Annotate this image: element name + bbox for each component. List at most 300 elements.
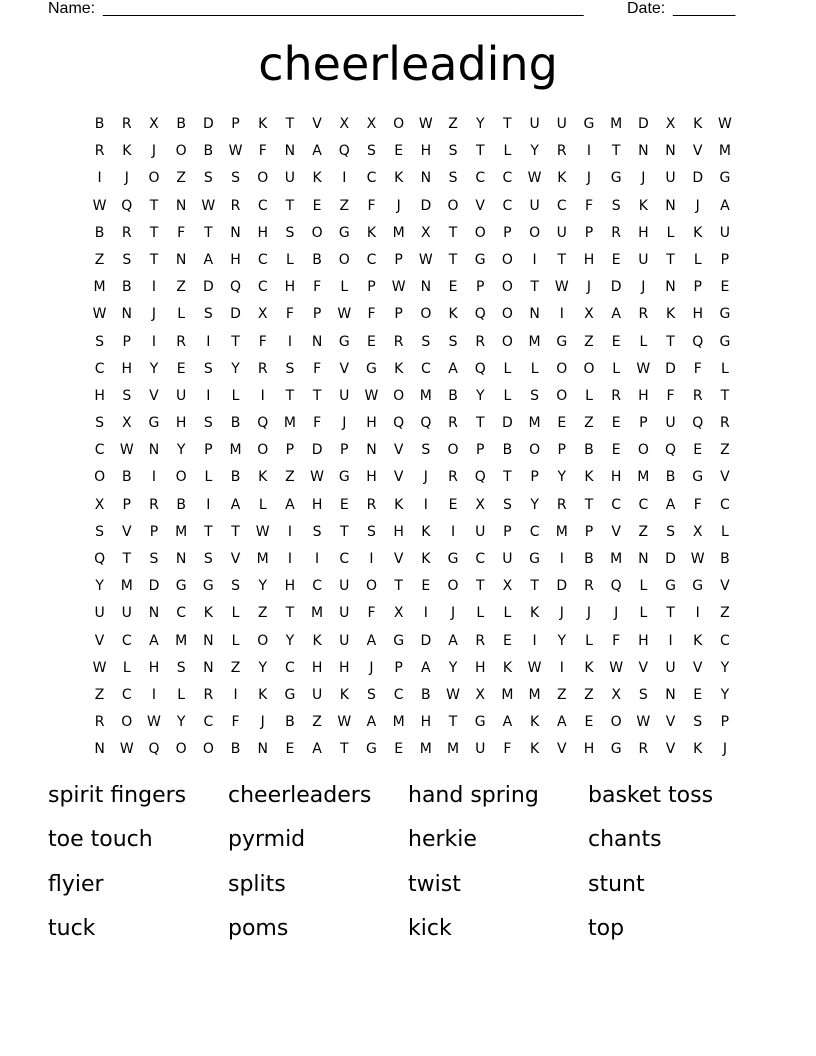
grid-letter: I xyxy=(559,551,564,567)
grid-letter: C xyxy=(393,686,404,703)
grid-letter: I xyxy=(342,170,347,187)
grid-letter: M xyxy=(93,279,106,296)
grid-letter: L xyxy=(231,605,240,622)
grid-letter: W xyxy=(636,714,651,731)
grid-letter: G xyxy=(284,686,296,703)
grid-letter: Y xyxy=(176,442,186,459)
grid-letter: I xyxy=(532,632,537,649)
grid-letter: L xyxy=(286,251,294,268)
grid-row xyxy=(86,386,739,413)
grid-letter: J xyxy=(559,605,564,622)
grid-letter: W xyxy=(609,659,624,676)
grid-letter: P xyxy=(285,442,295,459)
grid-letter: O xyxy=(501,333,513,350)
grid-letter: K xyxy=(448,306,458,323)
grid-letter: B xyxy=(665,469,676,486)
grid-letter: K xyxy=(502,659,512,676)
grid-letter: Y xyxy=(720,659,730,676)
grid-letter: W xyxy=(255,523,270,540)
grid-letter: V xyxy=(393,442,404,459)
grid-letter: D xyxy=(610,279,622,296)
grid-letter: R xyxy=(556,496,567,513)
grid-letter: H xyxy=(175,415,187,432)
grid-letter: R xyxy=(448,469,458,486)
grid-row xyxy=(86,739,739,766)
grid-row xyxy=(86,223,739,250)
grid-letter: O xyxy=(338,251,350,268)
grid-letter: G xyxy=(148,415,160,432)
grid-letter: R xyxy=(611,387,622,404)
grid-letter: M xyxy=(555,523,568,540)
grid-letter: B xyxy=(285,714,295,731)
grid-letter: T xyxy=(285,197,295,214)
grid-letter: M xyxy=(446,741,460,758)
grid-letter: A xyxy=(312,143,322,160)
grid-letter: C xyxy=(475,170,486,187)
grid-letter: S xyxy=(421,333,431,350)
grid-letter: J xyxy=(369,659,374,676)
grid-letter: N xyxy=(175,551,187,567)
grid-letter: X xyxy=(94,496,105,513)
grid-letter: L xyxy=(585,632,593,649)
grid-letter: K xyxy=(366,224,377,241)
grid-letter: J xyxy=(586,279,592,296)
grid-letter: T xyxy=(475,415,485,432)
grid-letter: V xyxy=(230,551,241,567)
grid-letter: R xyxy=(720,415,730,432)
grid-letter: C xyxy=(121,686,132,703)
grid-letter: U xyxy=(94,605,105,622)
grid-letter: J xyxy=(614,605,619,622)
grid-letter: N xyxy=(94,741,105,758)
grid-letter: F xyxy=(313,360,322,377)
grid-letter: S xyxy=(367,143,376,160)
grid-letter: W xyxy=(201,197,216,214)
grid-letter: P xyxy=(530,469,539,486)
grid-letter: Q xyxy=(148,741,160,758)
grid-letter: F xyxy=(313,415,322,432)
grid-letter: R xyxy=(611,224,622,241)
grid-letter: N xyxy=(366,442,377,459)
grid-letter: I xyxy=(532,251,537,268)
grid-letter: L xyxy=(693,251,702,268)
grid-letter: D xyxy=(420,197,432,214)
grid-letter: G xyxy=(556,333,568,350)
grid-letter: M xyxy=(501,686,514,703)
grid-row xyxy=(86,631,739,658)
grid-letter: O xyxy=(501,279,513,296)
grid-letter: U xyxy=(529,197,540,214)
grid-letter: V xyxy=(638,659,649,676)
grid-letter: L xyxy=(503,387,512,404)
grid-row xyxy=(86,658,739,685)
grid-letter: V xyxy=(720,469,730,486)
grid-letter: S xyxy=(203,551,213,567)
grid-letter: X xyxy=(393,605,404,622)
grid-letter: H xyxy=(583,251,595,268)
grid-letter: N xyxy=(203,632,214,649)
grid-letter: I xyxy=(423,496,428,513)
grid-letter: S xyxy=(95,333,105,350)
grid-letter: X xyxy=(149,116,159,132)
grid-row xyxy=(86,467,739,494)
grid-letter: Z xyxy=(448,116,458,132)
grid-letter: V xyxy=(393,469,404,486)
grid-letter: H xyxy=(339,659,350,676)
grid-letter: I xyxy=(287,333,292,350)
grid-letter: Z xyxy=(339,197,350,214)
grid-letter: X xyxy=(502,578,513,595)
grid-letter: C xyxy=(203,714,214,731)
name-label: Name: xyxy=(48,0,96,17)
grid-letter: T xyxy=(503,469,512,486)
letter-grid xyxy=(86,114,739,767)
grid-letter: C xyxy=(720,632,730,649)
grid-letter: I xyxy=(369,551,374,567)
grid-row xyxy=(86,495,739,522)
grid-letter: C xyxy=(502,197,513,214)
grid-letter: E xyxy=(339,496,349,513)
grid-letter: V xyxy=(393,551,404,567)
grid-letter: I xyxy=(586,143,592,160)
grid-letter: I xyxy=(233,686,238,703)
grid-letter: W xyxy=(418,116,433,132)
grid-letter: D xyxy=(637,116,649,132)
grid-letter: D xyxy=(202,279,214,296)
grid-letter: W xyxy=(554,279,569,296)
grid-letter: O xyxy=(501,306,513,323)
grid-letter: U xyxy=(502,551,513,567)
grid-letter: G xyxy=(447,551,459,567)
word-list-item: spirit fingers xyxy=(48,783,187,808)
grid-letter: J xyxy=(450,605,456,622)
grid-letter: E xyxy=(448,279,458,296)
grid-letter: B xyxy=(94,224,105,241)
grid-letter: H xyxy=(583,741,595,758)
grid-letter: Q xyxy=(692,415,704,432)
grid-letter: I xyxy=(287,523,292,540)
grid-letter: R xyxy=(584,578,594,595)
grid-letter: T xyxy=(666,251,675,268)
grid-letter: M xyxy=(175,632,188,649)
grid-letter: E xyxy=(394,143,404,160)
grid-letter: A xyxy=(366,714,377,731)
grid-letter: R xyxy=(230,197,241,214)
name-blank-line: ______________________________________________________ xyxy=(103,0,584,17)
grid-letter: G xyxy=(366,360,377,377)
grid-letter: B xyxy=(584,442,594,459)
grid-letter: C xyxy=(420,360,431,377)
grid-letter: L xyxy=(177,306,186,323)
grid-letter: X xyxy=(665,116,676,132)
grid-letter: V xyxy=(692,143,703,160)
grid-letter: C xyxy=(312,578,322,595)
grid-letter: H xyxy=(366,469,377,486)
grid-letter: I xyxy=(151,333,157,350)
grid-letter: U xyxy=(665,415,676,432)
grid-letter: J xyxy=(641,279,646,296)
grid-letter: L xyxy=(503,605,512,622)
grid-letter: R xyxy=(121,116,132,132)
grid-letter: W xyxy=(92,659,107,676)
grid-letter: W xyxy=(636,360,651,377)
grid-letter: Z xyxy=(176,279,186,296)
grid-letter: Z xyxy=(584,686,594,703)
grid-letter: H xyxy=(311,659,323,676)
grid-row xyxy=(86,304,739,331)
grid-letter: B xyxy=(176,116,186,132)
grid-letter: X xyxy=(584,306,594,323)
grid-letter: R xyxy=(448,415,458,432)
grid-row xyxy=(86,332,739,359)
grid-letter: K xyxy=(394,170,404,187)
grid-letter: Z xyxy=(638,523,649,540)
grid-letter: D xyxy=(148,578,160,595)
grid-letter: H xyxy=(420,143,432,160)
grid-letter: Z xyxy=(94,686,105,703)
grid-letter: Q xyxy=(665,442,677,459)
grid-letter: Q xyxy=(474,306,486,323)
grid-letter: T xyxy=(475,578,485,595)
grid-letter: M xyxy=(610,551,623,567)
grid-letter: L xyxy=(612,360,621,377)
grid-letter: U xyxy=(121,605,132,622)
grid-letter: S xyxy=(638,686,648,703)
grid-letter: D xyxy=(502,415,513,432)
grid-letter: P xyxy=(394,659,403,676)
grid-letter: O xyxy=(447,442,459,459)
grid-letter: J xyxy=(586,605,592,622)
grid-letter: Y xyxy=(530,496,539,513)
grid-letter: T xyxy=(448,714,458,731)
grid-letter: X xyxy=(692,523,703,540)
grid-letter: B xyxy=(121,469,132,486)
grid-letter: V xyxy=(692,659,703,676)
grid-letter: N xyxy=(257,741,268,758)
grid-letter: F xyxy=(693,360,702,377)
grid-letter: P xyxy=(475,279,485,296)
grid-letter: T xyxy=(285,387,295,404)
grid-letter: O xyxy=(257,170,269,187)
grid-letter: L xyxy=(231,632,240,649)
grid-letter: G xyxy=(202,578,214,595)
grid-letter: Y xyxy=(530,143,539,160)
grid-letter: D xyxy=(665,360,676,377)
grid-letter: R xyxy=(257,360,268,377)
grid-letter: P xyxy=(231,116,240,132)
grid-letter: E xyxy=(367,333,376,350)
grid-letter: Z xyxy=(720,605,730,622)
grid-letter: I xyxy=(151,686,157,703)
grid-letter: P xyxy=(122,496,131,513)
grid-letter: V xyxy=(475,197,485,214)
grid-row xyxy=(86,522,739,549)
grid-letter: M xyxy=(528,333,541,350)
grid-letter: F xyxy=(313,279,322,296)
word-list-item: basket toss xyxy=(588,783,714,808)
grid-letter: H xyxy=(284,578,296,595)
grid-letter: P xyxy=(394,251,403,268)
grid-letter: P xyxy=(503,523,512,540)
grid-letter: Y xyxy=(285,632,295,649)
grid-letter: K xyxy=(693,741,703,758)
grid-letter: Q xyxy=(474,360,486,377)
grid-letter: P xyxy=(149,523,159,540)
grid-letter: K xyxy=(693,224,703,241)
grid-letter: X xyxy=(421,224,431,241)
grid-letter: K xyxy=(312,632,322,649)
grid-letter: M xyxy=(229,442,242,459)
grid-letter: X xyxy=(475,496,486,513)
grid-letter: B xyxy=(121,279,132,296)
grid-letter: U xyxy=(529,116,540,132)
grid-letter: E xyxy=(312,197,322,214)
grid-letter: H xyxy=(121,360,133,377)
grid-letter: L xyxy=(639,333,648,350)
grid-letter: F xyxy=(258,143,267,160)
grid-letter: P xyxy=(503,224,512,241)
grid-letter: Q xyxy=(257,415,269,432)
grid-letter: J xyxy=(260,714,265,731)
grid-row xyxy=(86,549,739,576)
grid-letter: N xyxy=(284,143,296,160)
grid-letter: P xyxy=(475,442,485,459)
grid-letter: X xyxy=(257,306,268,323)
grid-letter: R xyxy=(366,496,377,513)
grid-letter: W xyxy=(690,551,705,567)
grid-letter: Z xyxy=(94,251,105,268)
grid-letter: N xyxy=(665,143,676,160)
grid-letter: J xyxy=(722,741,727,758)
grid-letter: T xyxy=(611,143,621,160)
grid-letter: V xyxy=(556,741,567,758)
grid-letter: A xyxy=(203,251,214,268)
grid-letter: M xyxy=(637,469,650,486)
grid-letter: K xyxy=(258,469,268,486)
grid-letter: K xyxy=(394,360,404,377)
grid-letter: V xyxy=(121,523,132,540)
grid-letter: Z xyxy=(556,686,567,703)
grid-letter: N xyxy=(230,224,241,241)
grid-letter: O xyxy=(257,632,269,649)
grid-letter: Z xyxy=(720,442,730,459)
grid-letter: K xyxy=(312,170,322,187)
grid-letter: B xyxy=(176,496,186,513)
grid-letter: C xyxy=(94,442,105,459)
grid-letter: R xyxy=(121,224,132,241)
grid-letter: O xyxy=(121,714,133,731)
grid-letter: L xyxy=(721,360,729,377)
grid-letter: Y xyxy=(258,578,267,595)
grid-letter: W xyxy=(92,197,107,214)
grid-letter: I xyxy=(260,387,265,404)
grid-letter: L xyxy=(666,224,675,241)
grid-letter: P xyxy=(557,442,566,459)
grid-letter: D xyxy=(556,578,568,595)
grid-letter: G xyxy=(175,578,187,595)
grid-letter: J xyxy=(641,170,646,187)
grid-letter: S xyxy=(203,415,213,432)
grid-letter: G xyxy=(719,306,731,323)
grid-letter: H xyxy=(366,415,377,432)
grid-letter: L xyxy=(340,279,349,296)
grid-letter: G xyxy=(583,116,595,132)
grid-letter: H xyxy=(257,224,268,241)
grid-letter: V xyxy=(149,387,159,404)
grid-letter: G xyxy=(719,333,731,350)
page-title: cheerleading xyxy=(258,37,558,91)
grid-letter: W xyxy=(527,659,542,676)
grid-letter: I xyxy=(450,523,456,540)
grid-letter: X xyxy=(339,116,350,132)
grid-letter: O xyxy=(529,224,541,241)
grid-letter: S xyxy=(421,442,431,459)
grid-letter: W xyxy=(337,306,352,323)
grid-letter: F xyxy=(367,197,376,214)
grid-letter: Y xyxy=(149,360,159,377)
grid-letter: P xyxy=(367,279,376,296)
grid-letter: W xyxy=(92,306,107,323)
grid-letter: Q xyxy=(420,415,432,432)
grid-letter: H xyxy=(474,659,486,676)
grid-letter: U xyxy=(311,686,323,703)
grid-row xyxy=(86,250,739,277)
grid-letter: S xyxy=(666,523,675,540)
grid-letter: P xyxy=(394,306,403,323)
grid-letter: T xyxy=(557,251,567,268)
grid-letter: U xyxy=(638,251,649,268)
grid-letter: T xyxy=(340,741,349,758)
grid-letter: P xyxy=(584,224,594,241)
grid-letter: S xyxy=(122,387,132,404)
grid-row xyxy=(86,141,739,168)
grid-letter: M xyxy=(419,741,432,758)
grid-letter: B xyxy=(312,251,322,268)
grid-letter: T xyxy=(204,224,213,241)
grid-letter: E xyxy=(584,714,594,731)
grid-letter: O xyxy=(556,360,568,377)
grid-letter: E xyxy=(285,741,295,758)
grid-letter: W xyxy=(418,251,433,268)
grid-letter: R xyxy=(475,333,486,350)
grid-letter: N xyxy=(175,197,187,214)
grid-letter: C xyxy=(366,251,377,268)
grid-letter: T xyxy=(584,496,594,513)
grid-letter: C xyxy=(611,496,622,513)
grid-letter: V xyxy=(665,714,676,731)
grid-letter: U xyxy=(556,224,567,241)
grid-letter: M xyxy=(392,714,405,731)
grid-letter: R xyxy=(638,741,649,758)
grid-letter: Y xyxy=(231,360,240,377)
grid-letter: T xyxy=(503,116,512,132)
grid-letter: E xyxy=(693,686,703,703)
grid-letter: Q xyxy=(692,333,704,350)
grid-letter: S xyxy=(285,224,295,241)
grid-letter: U xyxy=(339,605,350,622)
grid-letter: I xyxy=(97,170,102,187)
grid-letter: M xyxy=(175,523,188,540)
grid-letter: Q xyxy=(230,279,242,296)
grid-letter: I xyxy=(206,496,211,513)
grid-letter: X xyxy=(366,116,377,132)
grid-letter: U xyxy=(475,741,486,758)
grid-letter: F xyxy=(666,387,675,404)
grid-letter: L xyxy=(204,469,213,486)
grid-letter: S xyxy=(203,306,213,323)
grid-letter: N xyxy=(175,251,187,268)
grid-letter: F xyxy=(612,632,621,649)
